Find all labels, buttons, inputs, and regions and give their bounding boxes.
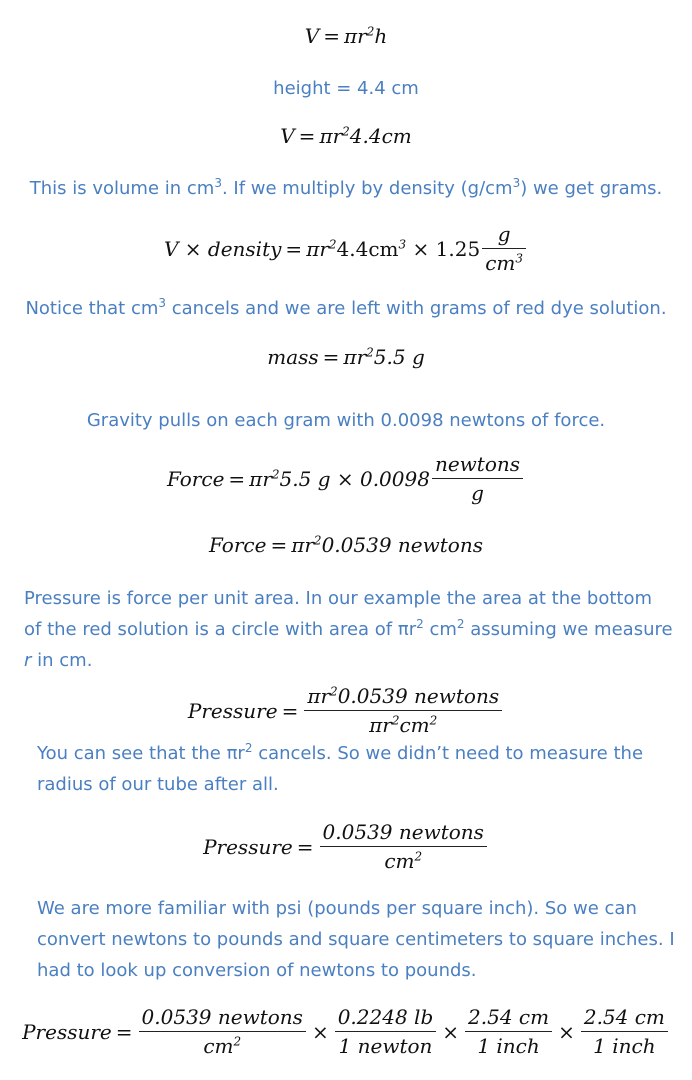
eq-den-sup: 3 (515, 251, 523, 266)
pressure-text-line2 (24, 614, 673, 645)
equation-force: Force = $\pi r^25.5$ g × 0.0098 $\frac{\text{newtons}}{g}$ (0, 452, 692, 505)
eq-den: cm (485, 251, 516, 275)
equation-force-result: Force = $\pi r^20.0539$ newtons (209, 533, 483, 557)
eq-den-a: πr (369, 713, 392, 737)
volume-text-a: This is volume in cm (29, 178, 215, 199)
eq-mult: × 1.25 (412, 236, 481, 261)
cancel-text-line2: radius of our tube after all. (37, 774, 279, 795)
volume-text-c: ) we get grams. (520, 178, 663, 199)
eq-den-b: cm (399, 713, 430, 737)
height-text: height = 4.4 cm (273, 78, 419, 99)
psi-text-line3: had to look up conversion of newtons to pounds. (37, 960, 477, 981)
equation-pressure-simplified: Pressure = $\frac{\text{0.0539 newtons}}{cm^2}$ (0, 820, 692, 873)
eq-mid: 4.4cm (336, 236, 399, 261)
eq-num-sup: 2 (330, 684, 338, 699)
eq-den-sup: 2 (391, 713, 400, 728)
eq-f3-num: 2.54 cm (465, 1005, 552, 1032)
notice-text (0, 293, 692, 324)
eq-f1-den-sup: 2 (233, 1034, 242, 1049)
eq-sup: 2 (366, 345, 374, 360)
notice-text-b: cancels and we are left with grams of red dye solution. (166, 298, 667, 319)
eq-h: h (374, 24, 388, 48)
eq-sup: 2 (271, 466, 280, 481)
eq-den: g (471, 481, 484, 505)
eq-f1-den: cm (203, 1034, 234, 1058)
eq-end: 4.4cm (349, 124, 412, 148)
pressure-l3-text: in cm. (31, 650, 93, 671)
psi-text-line2: convert newtons to pounds and square centimeters to square inches. I (37, 929, 675, 950)
eq-f1-num: 0.0539 newtons (139, 1005, 306, 1032)
eq-lhs: Force (209, 533, 267, 557)
eq-lhs: Pressure (187, 698, 278, 723)
equation-density: V × density = $\pi r^24.4cm^3 \times 1.25$ $\frac{g}{cm^3}$ (0, 222, 692, 275)
eq-lhs: Pressure (203, 834, 293, 859)
eq-num: 0.0539 newtons (320, 820, 487, 847)
eq-f2-den: 1 newton (338, 1034, 433, 1058)
eq-end: 0.0539 newtons (321, 533, 483, 557)
eq-pi-r: πr (249, 466, 272, 491)
gravity-text: Gravity pulls on each gram with 0.0098 newtons of force. (86, 410, 606, 431)
eq-pi-r: πr (343, 345, 367, 369)
eq-lhs: Pressure (22, 1019, 112, 1044)
eq-lhs: Force (166, 466, 225, 491)
eq-f4-den: 1 inch (593, 1034, 656, 1058)
pressure-l2-c: assuming we measure (464, 619, 673, 640)
pressure-l2-sup: 2 (416, 617, 424, 631)
volume-text-b: . If we multiply by density (g/cm (221, 178, 513, 199)
eq-den-sup2: 2 (429, 713, 438, 728)
eq-mid: 5.5 g × 0.0098 (279, 466, 430, 491)
eq-pi-r: πr (343, 24, 367, 48)
pressure-l2-b: cm (423, 619, 457, 640)
eq-lhs: mass (267, 345, 319, 369)
eq-num: g (482, 222, 526, 249)
eq-den: cm (384, 849, 415, 873)
eq-f4-num: 2.54 cm (581, 1005, 668, 1032)
eq-end: 5.5 g (373, 345, 425, 369)
equation-pressure: Pressure = $\frac{\pi r^20.0539 newtons}{\pi r^2cm^2}$ (0, 684, 692, 737)
equation-pressure-conversion: Pressure = $\frac{\text{0.0539 newtons}}{cm^2}$ × $\frac{0.2248 lb}{\text{1 newton}}$ × $\frac{2.54 cm}{\text{1 inch}}$ × $\frac{2.54 cm}{\text{1 inch}}$ (0, 1005, 692, 1058)
eq-pi-r: πr (306, 236, 329, 261)
notice-sup: 3 (158, 296, 167, 310)
eq-lhs: V (280, 124, 295, 148)
cancel-l1-a: You can see that the πr (37, 743, 245, 764)
pressure-text-line3 (24, 645, 92, 676)
cancel-l1-sup: 2 (244, 741, 253, 755)
cancel-text-line1 (37, 738, 643, 769)
eq-sup: 2 (313, 533, 322, 548)
equation-mass: mass = $\pi r^25.5$ g (267, 345, 425, 369)
eq-num-a: πr (307, 684, 331, 708)
eq-pi-r: πr (319, 124, 343, 148)
eq-sup: 2 (342, 124, 350, 139)
volume-sup: 3 (214, 176, 222, 190)
eq-sup: 2 (328, 236, 337, 251)
volume-sup2: 3 (512, 176, 521, 190)
equation-volume-height: $V = \pi r^24.4cm$ (280, 124, 412, 148)
equation-volume: $V = \pi r^2h$ (304, 24, 388, 48)
psi-text-line1: We are more familiar with psi (pounds per square inch). So we can (37, 898, 637, 919)
eq-pi-r: πr (291, 533, 314, 557)
eq-den-sup: 2 (414, 849, 423, 864)
pressure-text-line1: Pressure is force per unit area. In our example the area at the bottom (24, 588, 653, 609)
eq-sup: 2 (366, 24, 375, 39)
eq-lhs: V × density (163, 236, 282, 261)
eq-num-b: 0.0539 newtons (337, 684, 500, 708)
pressure-l2-sup2: 2 (456, 617, 465, 631)
eq-sup2: 3 (398, 236, 407, 251)
volume-text (0, 173, 692, 204)
pressure-l3-r: r (24, 650, 32, 671)
eq-num: newtons (432, 452, 523, 479)
pressure-l2-a: of the red solution is a circle with area of πr (24, 619, 417, 640)
eq-lhs: V (304, 24, 320, 48)
eq-f3-den: 1 inch (477, 1034, 540, 1058)
notice-text-a: Notice that cm (25, 298, 159, 319)
eq-f2-num: 0.2248 lb (335, 1005, 437, 1032)
cancel-l1-b: cancels. So we didn’t need to measure the (252, 743, 644, 764)
